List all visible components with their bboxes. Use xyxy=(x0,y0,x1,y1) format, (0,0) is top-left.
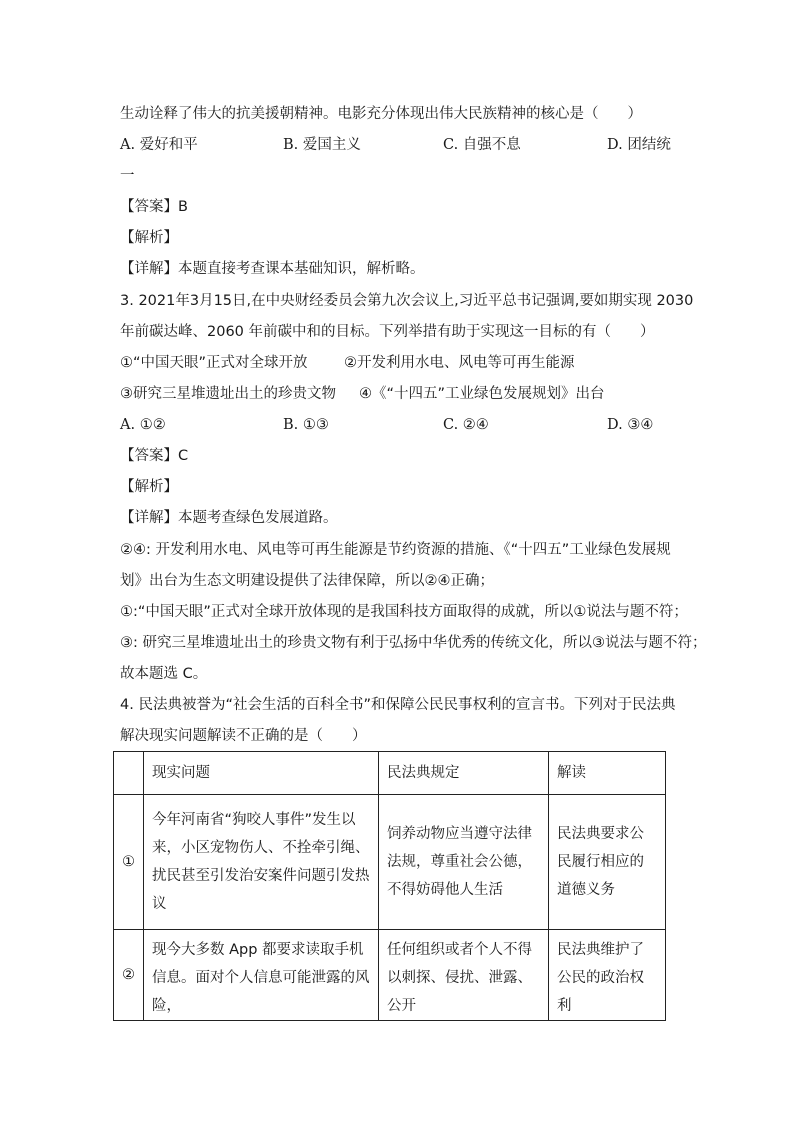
q2-stem-tail: 生动诠释了伟大的抗美援朝精神。电影充分体现出伟大民族精神的核心是（ ） xyxy=(120,106,642,122)
q3-conclusion: 故本题选 C。 xyxy=(120,666,208,682)
row-rule: 任何组织或者个人不得以刺探、侵扰、泄露、公开 xyxy=(379,930,549,1021)
q2-analysis-label: 【解析】 xyxy=(120,230,178,246)
header-cell-index xyxy=(114,752,144,795)
q3-item4: ④《“十四五”工业绿色发展规划》出台 xyxy=(359,386,605,402)
q3-explanation-1-line1: ②④: 开发利用水电、风电等可再生能源是节约资源的措施、《“十四五”工业绿色发展规 xyxy=(120,542,671,558)
q2-option-c: C. 自强不息 xyxy=(443,137,521,153)
table-row xyxy=(114,930,666,1021)
row-reading: 民法典要求公民履行相应的道德义务 xyxy=(549,795,666,930)
row-reading: 民法典维护了公民的政治权利 xyxy=(549,930,666,1021)
table-header-row xyxy=(114,752,666,795)
q3-item2: ②开发利用水电、风电等可再生能源 xyxy=(344,355,575,371)
q3-answer: 【答案】C xyxy=(120,448,189,464)
row-problem: 今年河南省“狗咬人事件”发生以来，小区宠物伤人、不拴牵引绳、扰民甚至引发治安案件问题引发热议 xyxy=(144,795,379,930)
header-cell-reading: 解读 xyxy=(549,752,666,795)
q3-option-c: C. ②④ xyxy=(443,417,489,433)
row-number: ① xyxy=(114,795,144,930)
q3-option-d: D. ③④ xyxy=(607,417,654,433)
q3-option-a: A. ①② xyxy=(120,417,166,433)
q2-detail: 【详解】本题直接考查课本基础知识，解析略。 xyxy=(120,261,425,277)
q3-explanation-3: ③: 研究三星堆遗址出土的珍贵文物有利于弘扬中华优秀的传统文化，所以③说法与题不符； xyxy=(120,635,707,651)
q4-stem-line1: 4. 民法典被誉为“社会生活的百科全书”和保障公民民事权利的宣言书。下列对于民法典 xyxy=(120,697,676,713)
header-cell-rule: 民法典规定 xyxy=(379,752,549,795)
q3-detail: 【详解】本题考查绿色发展道路。 xyxy=(120,510,338,526)
q4-table xyxy=(113,751,666,1021)
q2-option-d: D. 团结统 xyxy=(607,137,671,153)
q3-stem-line2: 年前碳达峰、2060 年前碳中和的目标。下列举措有助于实现这一目标的有（ ） xyxy=(120,324,655,340)
q3-item3: ③研究三星堆遗址出土的珍贵文物 xyxy=(120,386,336,402)
q3-stem-line1: 3. 2021年3月15日,在中央财经委员会第九次会议上,习近平总书记强调,要如期实现 2030 xyxy=(120,293,694,309)
q3-item1: ①“中国天眼”正式对全球开放 xyxy=(120,355,308,371)
row-problem: 现今大多数 App 都要求读取手机信息。面对个人信息可能泄露的风险， xyxy=(144,930,379,1021)
row-rule: 饲养动物应当遵守法律法规，尊重社会公德，不得妨碍他人生活 xyxy=(379,795,549,930)
q2-option-b: B. 爱国主义 xyxy=(283,137,361,153)
header-cell-problem: 现实问题 xyxy=(144,752,379,795)
q3-option-b: B. ①③ xyxy=(283,417,329,433)
q2-answer: 【答案】B xyxy=(120,199,188,215)
q3-analysis-label: 【解析】 xyxy=(120,479,178,495)
q3-explanation-2: ①:“中国天眼”正式对全球开放体现的是我国科技方面取得的成就，所以①说法与题不符； xyxy=(120,604,688,620)
table-row xyxy=(114,795,666,930)
q3-explanation-1-line2: 划》出台为生态文明建设提供了法律保障，所以②④正确； xyxy=(120,573,494,589)
q2-option-a: A. 爱好和平 xyxy=(120,137,198,153)
q4-stem-line2: 解决现实问题解读不正确的是（ ） xyxy=(120,728,367,744)
q2-option-d-wrap: 一 xyxy=(120,168,135,184)
row-number: ② xyxy=(114,930,144,1021)
